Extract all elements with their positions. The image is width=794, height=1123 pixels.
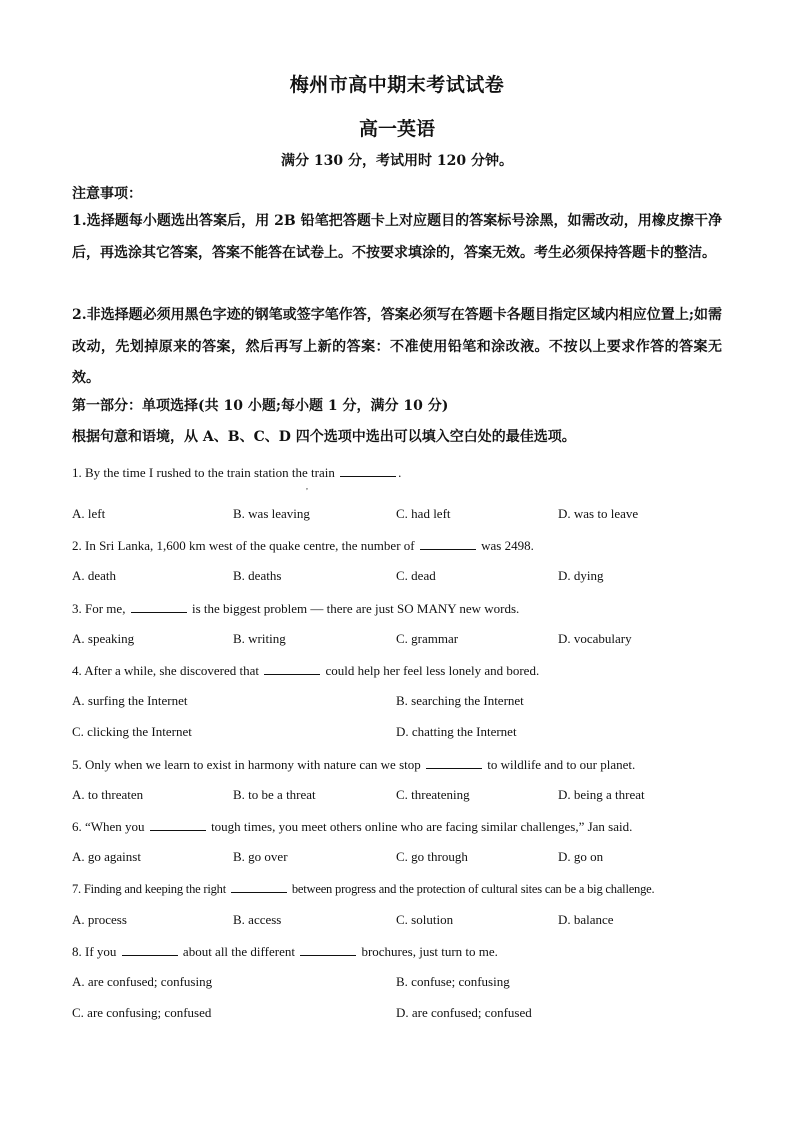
question-2-option-b[interactable]: B. deaths [233, 568, 282, 583]
section-heading: 第一部分：单项选择(共 10 小题;每小题 1 分，满分 10 分) [72, 398, 449, 414]
section-instruction: 根据句意和语境，从 A、B、C、D 四个选项中选出可以填入空白处的最佳选项。 [72, 429, 576, 445]
question-stem-text: brochures, just turn to me. [358, 944, 498, 959]
answer-blank [150, 818, 206, 831]
question-stem-text: 6. “When you [72, 819, 148, 834]
question-stem-text: 8. If you [72, 944, 120, 959]
question-stem-text: 3. For me, [72, 601, 129, 616]
question-2-stem [72, 537, 534, 554]
question-4-option-b[interactable]: B. searching the Internet [396, 693, 524, 708]
question-8-option-c[interactable]: C. are confusing; confused [72, 1005, 212, 1020]
question-stem-text: was 2498. [477, 538, 534, 553]
question-4-option-a[interactable]: A. surfing the Internet [72, 693, 188, 708]
exam-info: 满分 130 分，考试用时 120 分钟。 [281, 153, 513, 169]
question-6-option-a[interactable]: A. go against [72, 849, 141, 864]
question-8-stem [72, 943, 498, 960]
question-4-option-c[interactable]: C. clicking the Internet [72, 724, 192, 739]
exam-title: 梅州市高中期末考试试卷 [289, 74, 505, 96]
question-1-option-b[interactable]: B. was leaving [233, 506, 310, 521]
question-1-option-a[interactable]: A. left [72, 506, 106, 521]
question-2-option-d[interactable]: D. dying [558, 568, 604, 583]
question-7-stem [72, 880, 654, 897]
question-stem-text: . [398, 465, 402, 480]
answer-blank [426, 756, 482, 769]
notes-heading: 注意事项： [72, 186, 142, 202]
note-item-2: 2.非选择题必须用黑色字迹的钢笔或签字笔作答，答案必须写在答题卡各题目指定区域内相应位置上;如需改动，先划掉原来的答案，然后再写上新的答案：不准使用铅笔和涂改液。不按以上要求作答的答案无效。 [72, 307, 722, 386]
answer-blank [340, 464, 396, 477]
exam-subject: 高一英语 [358, 118, 435, 140]
question-4-stem [72, 662, 539, 679]
question-6-option-b[interactable]: B. go over [233, 849, 288, 864]
stray-comma-mark: , [306, 482, 308, 491]
question-stem-text: 2. In Sri Lanka, 1,600 km west of the quake centre, the number of [72, 538, 418, 553]
question-7-option-b[interactable]: B. access [233, 912, 282, 927]
answer-blank [300, 943, 356, 956]
question-8-option-b[interactable]: B. confuse; confusing [396, 974, 510, 989]
question-3-option-d[interactable]: D. vocabulary [558, 631, 632, 646]
question-stem-text: between progress and the protection of cultural sites can be a big challenge. [288, 882, 655, 896]
question-8-option-d[interactable]: D. are confused; confused [396, 1005, 532, 1020]
answer-blank [122, 943, 178, 956]
question-stem-text: 1. By the time I rushed to the train station the train [72, 465, 339, 480]
question-6-stem [72, 818, 632, 835]
question-6-option-d[interactable]: D. go on [558, 849, 604, 864]
question-2-option-a[interactable]: A. death [72, 568, 117, 583]
question-2-option-c[interactable]: C. dead [396, 568, 436, 583]
question-stem-text: to wildlife and to our planet. [484, 757, 636, 772]
question-stem-text: 7. Finding and keeping the right [72, 882, 229, 896]
question-stem-text: about all the different [179, 944, 299, 959]
question-stem-text: 4. After a while, she discovered that [72, 663, 263, 678]
question-5-stem [72, 756, 635, 773]
question-stem-text: 5. Only when we learn to exist in harmony with nature can we stop [72, 757, 424, 772]
question-stem-text: could help her feel less lonely and bored. [322, 663, 540, 678]
question-stem-text: is the biggest problem — there are just SO MANY new words. [188, 601, 520, 616]
question-7-option-d[interactable]: D. balance [558, 912, 614, 927]
question-7-option-a[interactable]: A. process [72, 912, 127, 927]
question-stem-text: tough times, you meet others online who are facing similar challenges,” Jan said. [207, 819, 633, 834]
question-3-option-b[interactable]: B. writing [233, 631, 286, 646]
question-5-option-a[interactable]: A. to threaten [72, 787, 144, 802]
answer-blank [231, 880, 287, 893]
question-3-stem [72, 600, 519, 617]
question-1-option-d[interactable]: D. was to leave [558, 506, 639, 521]
question-3-option-a[interactable]: A. speaking [72, 631, 135, 646]
question-5-option-b[interactable]: B. to be a threat [233, 787, 316, 802]
answer-blank [131, 600, 187, 613]
note-item-1: 1.选择题每小题选出答案后，用 2B 铅笔把答题卡上对应题目的答案标号涂黑，如需改动，用橡皮擦干净后，再选涂其它答案，答案不能答在试卷上。不按要求填涂的，答案无效。考生必须保持答题卡的整洁。 [72, 213, 722, 261]
question-4-option-d[interactable]: D. chatting the Internet [396, 724, 517, 739]
question-1-stem [72, 464, 401, 481]
answer-blank [420, 537, 476, 550]
question-3-option-c[interactable]: C. grammar [396, 631, 459, 646]
question-7-option-c[interactable]: C. solution [396, 912, 454, 927]
answer-blank [264, 662, 320, 675]
question-8-option-a[interactable]: A. are confused; confusing [72, 974, 213, 989]
question-6-option-c[interactable]: C. go through [396, 849, 468, 864]
question-1-option-c[interactable]: C. had left [396, 506, 451, 521]
question-5-option-d[interactable]: D. being a threat [558, 787, 645, 802]
question-5-option-c[interactable]: C. threatening [396, 787, 470, 802]
